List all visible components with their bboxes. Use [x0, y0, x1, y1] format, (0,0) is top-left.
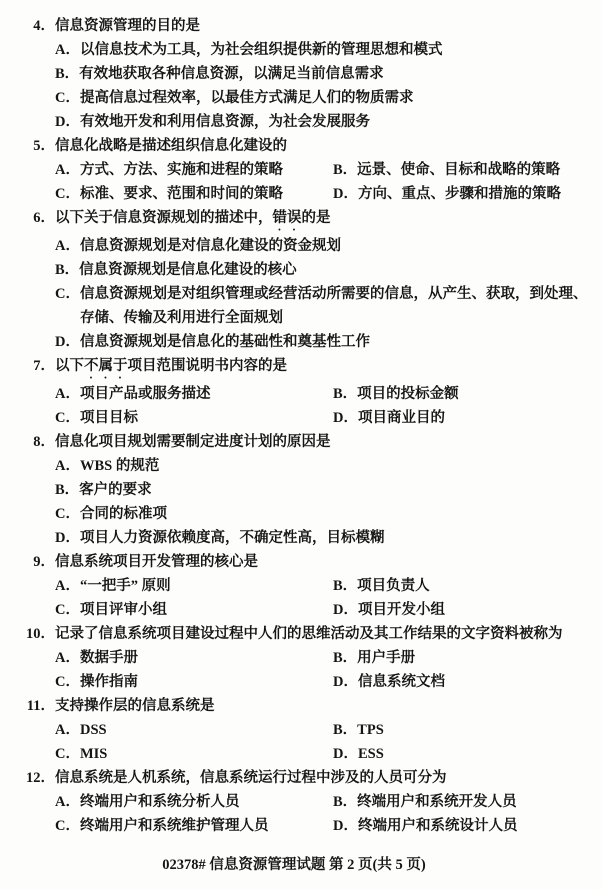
question-title [55, 354, 588, 382]
question-title-line [0, 206, 588, 234]
question-title-line [0, 622, 588, 646]
option-b: B．有效地获取各种信息资源，以满足当前信息需求 [55, 66, 384, 82]
question-5 [0, 134, 588, 206]
question-title-line [0, 354, 588, 382]
option-a: A．信息资源规划是对信息化建设的资金规划 [55, 238, 341, 254]
question-8 [0, 430, 588, 550]
question-title-text: 项目范围说明书内容的是 [127, 358, 287, 374]
question-title [55, 206, 588, 234]
question-10 [0, 622, 588, 694]
option-d: D．项目商业目的 [333, 410, 445, 426]
question-title-text: 以下关于信息资源规划的描述中， [55, 210, 273, 226]
question-title: 信息系统项目开发管理的核心是 [55, 554, 258, 570]
question-title: 信息化战略是描述组织信息化建设的 [55, 138, 287, 154]
option-a: A．“一把手” 原则 [55, 578, 171, 594]
option-a: A．DSS [55, 722, 107, 738]
question-7 [0, 354, 588, 430]
option-a: A．WBS 的规范 [55, 458, 160, 474]
option-c: C．MIS [55, 746, 108, 762]
question-title: 信息系统是人机系统，信息系统运行过程中涉及的人员可分为 [55, 770, 447, 786]
option-b: B．项目负责人 [333, 578, 430, 594]
option-c: C．标准、要求、范围和时间的策略 [55, 186, 283, 202]
option-d: D．信息系统文档 [333, 674, 445, 690]
option-a: A．数据手册 [55, 650, 138, 666]
option-b: B．客户的要求 [55, 482, 152, 498]
question-number: 6． [33, 210, 55, 226]
option-d: D．信息资源规划是信息化的基础性和奠基性工作 [55, 334, 370, 350]
option-b: B．TPS [333, 722, 384, 738]
question-title-line [0, 550, 588, 574]
option-a: A．终端用户和系统分析人员 [55, 794, 240, 810]
question-number: 12． [26, 770, 55, 786]
option-row [0, 814, 588, 838]
question-title-emphasis: 错误 [272, 210, 302, 226]
option-d: D．有效地开发和利用信息资源，为社会发展服务 [55, 114, 370, 130]
option-row [0, 406, 588, 430]
question-title: 记录了信息系统项目建设过程中人们的思维活动及其工作结果的文字资料被称为 [55, 626, 563, 642]
option-c: C．项目评审小组 [55, 602, 167, 618]
option-c: C．合同的标准项 [55, 506, 167, 522]
option-row [0, 182, 588, 206]
option-b: B．信息资源规划是信息化建设的核心 [55, 262, 297, 278]
page-footer: 02378# 信息资源管理试题 第 2 页(共 5 页) [162, 857, 426, 873]
option-row [0, 382, 588, 406]
question-9 [0, 550, 588, 622]
option-row [0, 718, 588, 742]
option-row [0, 598, 588, 622]
option-d: D．ESS [333, 746, 384, 762]
question-title-line [0, 766, 588, 790]
option-a: A．方式、方法、实施和进程的策略 [55, 162, 283, 178]
option-row [0, 574, 588, 598]
option-c: C．提高信息过程效率，以最佳方式满足人们的物质需求 [55, 90, 414, 106]
question-number: 7． [33, 358, 55, 374]
question-title-line [0, 14, 588, 38]
option-b: B．用户手册 [333, 650, 416, 666]
option-row [0, 670, 588, 694]
question-number: 10． [26, 626, 55, 642]
option-a: A．项目产品或服务描述 [55, 386, 211, 402]
option-c-continued: 存储、传输及利用进行全面规划 [80, 310, 283, 326]
question-title-line [0, 430, 588, 454]
option-d: D．终端用户和系统设计人员 [333, 818, 518, 834]
question-number: 5． [33, 138, 55, 154]
question-11 [0, 694, 588, 766]
question-title: 信息资源管理的目的是 [55, 18, 200, 34]
question-title-line [0, 694, 588, 718]
option-d: D．项目开发小组 [333, 602, 445, 618]
option-row [0, 646, 588, 670]
question-number: 4． [33, 18, 55, 34]
option-row [0, 790, 588, 814]
option-d: D．方向、重点、步骤和措施的策略 [333, 186, 561, 202]
question-title-text: 以下 [55, 358, 84, 374]
option-b: B．远景、使命、目标和战略的策略 [333, 162, 561, 178]
option-row [0, 158, 588, 182]
option-c: C．终端用户和系统维护管理人员 [55, 818, 269, 834]
option-c: C．信息资源规划是对组织管理或经营活动所需要的信息，从产生、获取，到处理、 [55, 286, 588, 302]
option-d: D．项目人力资源依赖度高，不确定性高，目标模糊 [55, 530, 385, 546]
question-title: 信息化项目规划需要制定进度计划的原因是 [55, 434, 331, 450]
question-number: 11． [26, 698, 55, 714]
option-c: C．项目目标 [55, 410, 138, 426]
option-b: B．终端用户和系统开发人员 [333, 794, 517, 810]
question-12 [0, 766, 588, 838]
question-title-text: 的是 [301, 210, 331, 226]
option-row [0, 742, 588, 766]
option-b: B．项目的投标金额 [333, 386, 459, 402]
question-6 [0, 206, 588, 354]
question-title-emphasis: 不属于 [84, 358, 128, 374]
option-c: C．操作指南 [55, 674, 138, 690]
question-number: 9． [33, 554, 55, 570]
question-number: 8． [33, 434, 55, 450]
question-4 [0, 14, 588, 134]
question-title-line [0, 134, 588, 158]
question-title: 支持操作层的信息系统是 [55, 698, 215, 714]
option-a: A．以信息技术为工具，为社会组织提供新的管理思想和模式 [55, 42, 443, 58]
